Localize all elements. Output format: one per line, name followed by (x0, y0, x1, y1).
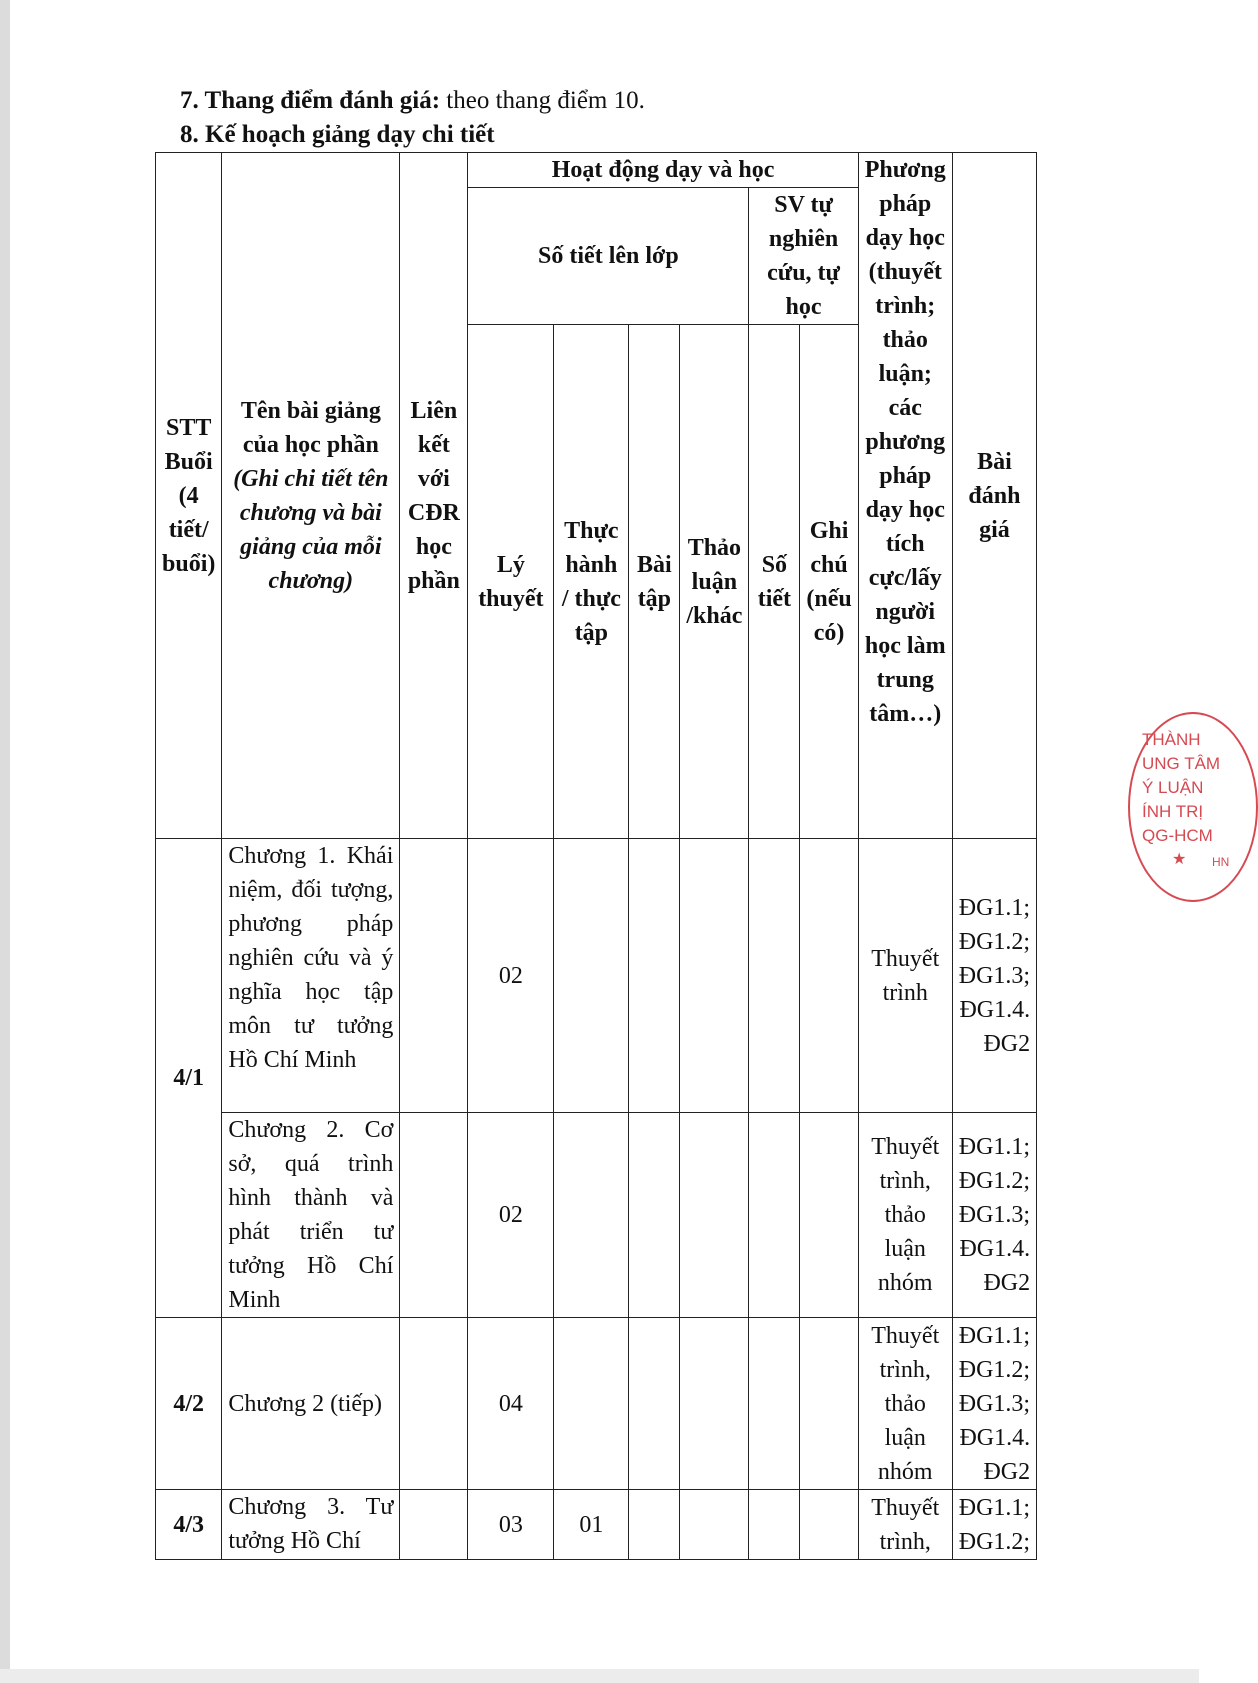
row-discussion (680, 839, 749, 1113)
row-stt: 4/3 (156, 1490, 222, 1560)
row-self-study-note (800, 1490, 858, 1560)
header-teaching-method: Phương pháp dạy học (thuyết trình; thảo luận; các phương pháp dạy học tích cực/lấy người học làm trung tâm…) (858, 153, 952, 839)
stamp-line: THÀNH (1142, 730, 1201, 749)
row-stt: 4/1 (156, 839, 222, 1318)
row-theory: 04 (468, 1318, 554, 1490)
header-discussion: Thảo luận /khác (680, 325, 749, 839)
heading-teaching-plan-label: 8. Kế hoạch giảng dạy chi tiết (180, 121, 495, 148)
row-lecture-title: Chương 3. Tư tưởng Hồ Chí (222, 1490, 400, 1560)
header-row-1 (156, 153, 1037, 188)
header-lecture-title-note: (Ghi chi tiết tên chương và bài giảng của mỗi chương) (233, 465, 389, 594)
header-lecture-title (222, 153, 400, 839)
row-discussion (680, 1318, 749, 1490)
stamp-line: UNG TÂM (1142, 754, 1221, 773)
table-row (156, 1490, 1037, 1560)
row-teaching-method: Thuyết trình (858, 839, 952, 1113)
heading-teaching-plan (180, 120, 495, 150)
row-clo-link (400, 839, 468, 1113)
stamp-line: HN (1212, 855, 1230, 869)
row-clo-link (400, 1318, 468, 1490)
row-theory: 02 (468, 839, 554, 1113)
row-self-study-note (800, 1318, 858, 1490)
row-lecture-title: Chương 1. Khái niệm, đối tượng, phương pháp nghiên cứu và ý nghĩa học tập môn tư tưởng Hồ Chí Minh (222, 839, 400, 1113)
table-row (156, 1113, 1037, 1318)
scan-edge-bottom (0, 1669, 1199, 1683)
row-teaching-method: Thuyết trình, thảo luận nhóm (858, 1113, 952, 1318)
row-exercise (629, 839, 680, 1113)
red-seal-stamp (1128, 712, 1258, 902)
row-self-study-hours (749, 1318, 800, 1490)
row-exercise (629, 1490, 680, 1560)
header-theory: Lý thuyết (468, 325, 554, 839)
row-discussion (680, 1113, 749, 1318)
row-discussion (680, 1490, 749, 1560)
header-lecture-title-main: Tên bài giảng của học phần (240, 397, 381, 458)
row-clo-link (400, 1113, 468, 1318)
row-teaching-method: Thuyết trình, (858, 1490, 952, 1560)
row-assessment: ĐG1.1; ĐG1.2; (952, 1490, 1036, 1560)
teaching-plan-table (155, 152, 1037, 1560)
row-exercise (629, 1318, 680, 1490)
heading-grading-scale-text: theo thang điểm 10. (440, 87, 645, 114)
header-stt: STT Buổi (4 tiết/ buổi) (156, 153, 222, 839)
row-assessment: ĐG1.1; ĐG1.2; ĐG1.3; ĐG1.4. ĐG2 (952, 839, 1036, 1113)
header-self-study: SV tự nghiên cứu, tự học (749, 188, 858, 325)
header-clo-link: Liên kết với CĐR học phần (400, 153, 468, 839)
scan-edge-left (0, 0, 10, 1683)
star-icon: ★ (1172, 851, 1187, 868)
row-theory: 02 (468, 1113, 554, 1318)
row-self-study-note (800, 839, 858, 1113)
row-practice: 01 (554, 1490, 629, 1560)
stamp-line: Ý LUẬN (1142, 778, 1204, 797)
row-practice (554, 1318, 629, 1490)
table-row (156, 839, 1037, 1113)
row-self-study-note (800, 1113, 858, 1318)
row-assessment: ĐG1.1; ĐG1.2; ĐG1.3; ĐG1.4. ĐG2 (952, 1318, 1036, 1490)
heading-grading-scale-label: 7. Thang điểm đánh giá: (180, 87, 441, 114)
stamp-line: ÍNH TRỊ (1142, 802, 1204, 821)
row-lecture-title: Chương 2. Cơ sở, quá trình hình thành và phát triển tư tưởng Hồ Chí Minh (222, 1113, 400, 1318)
header-class-hours: Số tiết lên lớp (468, 188, 749, 325)
header-assessment: Bài đánh giá (952, 153, 1036, 839)
header-exercise: Bài tập (629, 325, 680, 839)
header-self-study-note: Ghi chú (nếu có) (800, 325, 858, 839)
table-row (156, 1318, 1037, 1490)
row-lecture-title: Chương 2 (tiếp) (222, 1318, 400, 1490)
row-self-study-hours (749, 1113, 800, 1318)
row-exercise (629, 1113, 680, 1318)
row-practice (554, 1113, 629, 1318)
row-stt: 4/2 (156, 1318, 222, 1490)
header-practice: Thực hành / thực tập (554, 325, 629, 839)
header-activities: Hoạt động dạy và học (468, 153, 858, 188)
header-self-study-hours: Số tiết (749, 325, 800, 839)
heading-grading-scale (180, 86, 645, 116)
row-theory: 03 (468, 1490, 554, 1560)
row-assessment: ĐG1.1; ĐG1.2; ĐG1.3; ĐG1.4. ĐG2 (952, 1113, 1036, 1318)
stamp-line: QG-HCM (1142, 826, 1213, 845)
row-self-study-hours (749, 839, 800, 1113)
row-self-study-hours (749, 1490, 800, 1560)
row-practice (554, 839, 629, 1113)
row-clo-link (400, 1490, 468, 1560)
row-teaching-method: Thuyết trình, thảo luận nhóm (858, 1318, 952, 1490)
